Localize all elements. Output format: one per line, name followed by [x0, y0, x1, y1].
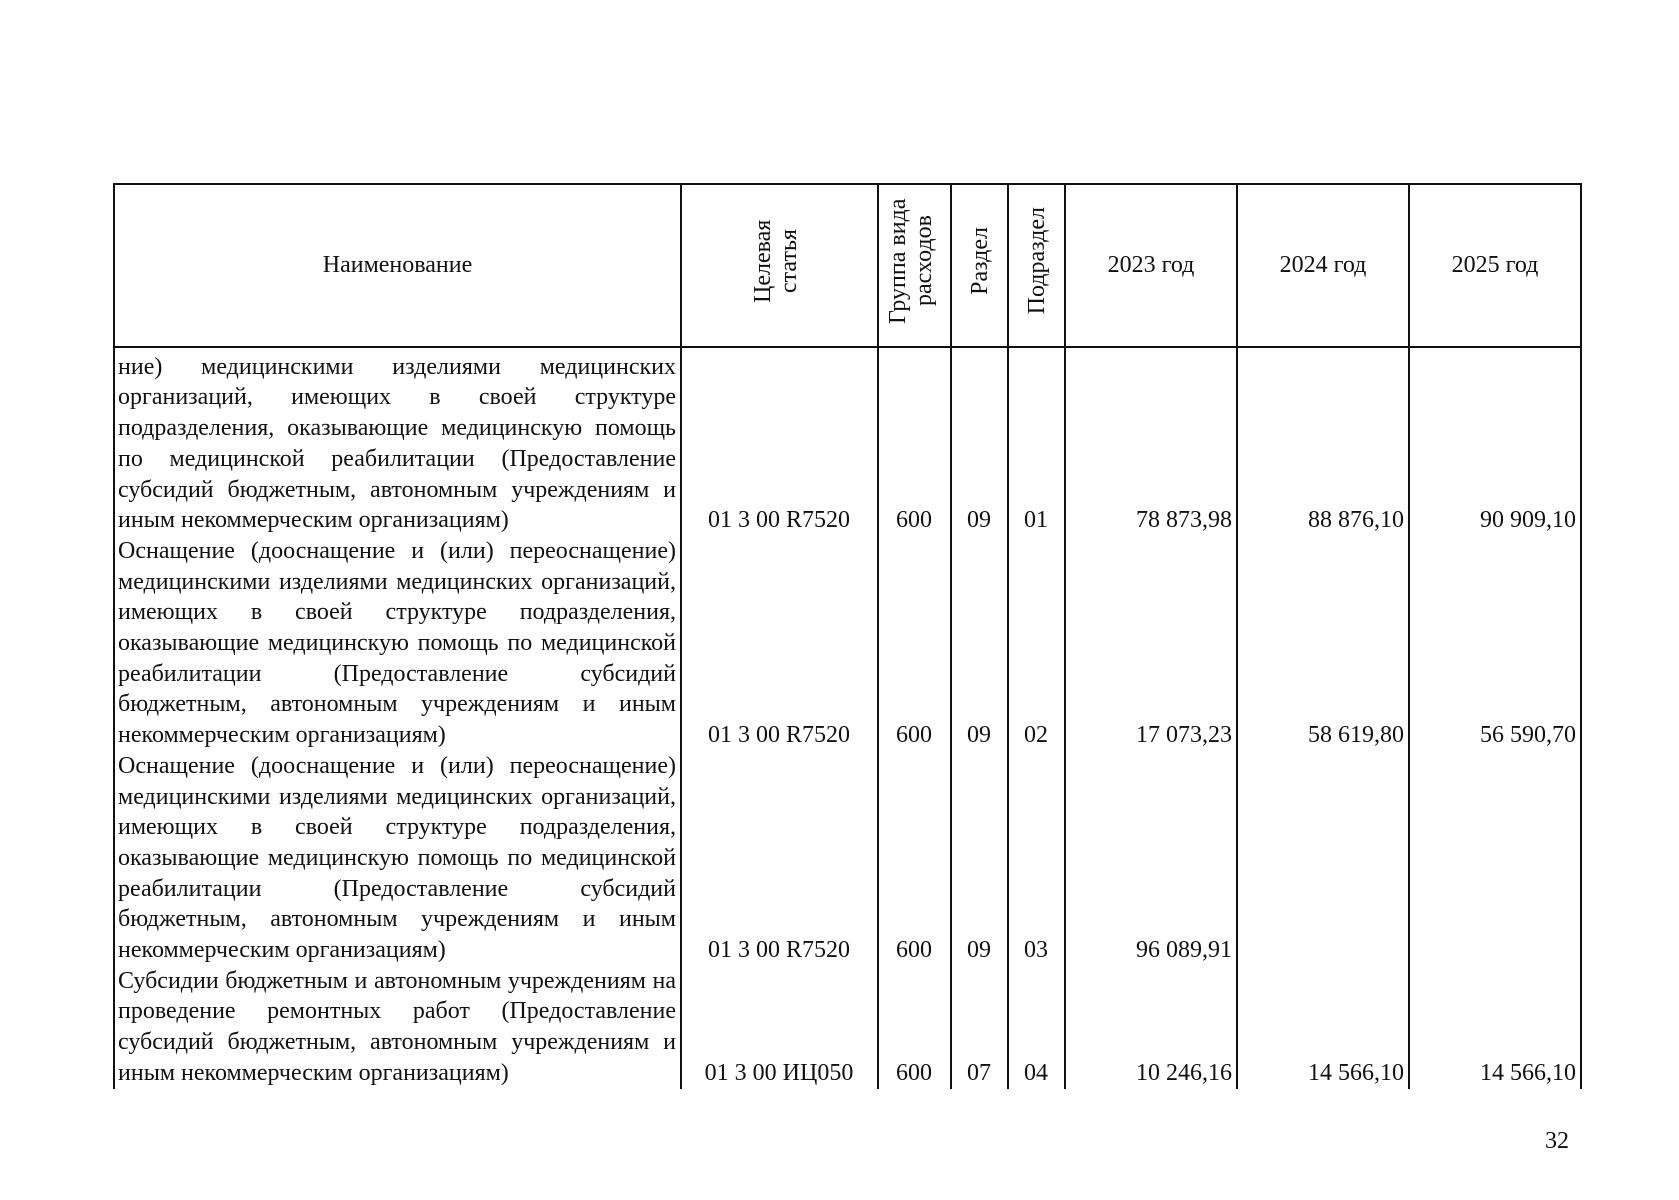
- row-subsection: 02: [1008, 536, 1065, 751]
- row-value-2023: 17 073,23: [1065, 536, 1237, 751]
- header-target-article: Целевая статья: [681, 184, 878, 347]
- row-value-2025: 90 909,10: [1409, 347, 1581, 536]
- row-name: Оснащение (дооснащение и (или) переоснащение) медицинскими изделиями медицинских организаций, имеющих в своей структуре подразделения, оказывающие медицинскую помощь по медицинской реабилитации (Предоставление субсидий бюджетным, автономным учреждениям и иным некоммерческим организациям): [114, 536, 681, 751]
- header-year-2025: 2025 год: [1409, 184, 1581, 347]
- row-target-article: 01 3 00 R7520: [681, 536, 878, 751]
- row-subsection: 04: [1008, 966, 1065, 1089]
- row-name: Оснащение (дооснащение и (или) переоснащение) медицинскими изделиями медицинских организаций, имеющих в своей структуре подразделения, оказывающие медицинскую помощь по медицинской реабилитации (Предоставление субсидий бюджетным, автономным учреждениям и иным некоммерческим организациям): [114, 751, 681, 966]
- table-row: [114, 966, 1581, 1089]
- page-number: 32: [1545, 1128, 1569, 1154]
- row-value-2024: [1237, 751, 1409, 966]
- row-value-2025: 14 566,10: [1409, 966, 1581, 1089]
- header-expense-group: Группа вида расходов: [878, 184, 951, 347]
- row-target-article: 01 3 00 R7520: [681, 347, 878, 536]
- row-expense-group: 600: [878, 751, 951, 966]
- table-row: [114, 347, 1581, 536]
- row-subsection: 01: [1008, 347, 1065, 536]
- row-value-2025: [1409, 751, 1581, 966]
- row-value-2024: 88 876,10: [1237, 347, 1409, 536]
- row-value-2023: 96 089,91: [1065, 751, 1237, 966]
- table-header-row: [114, 184, 1581, 347]
- header-year-2023: 2023 год: [1065, 184, 1237, 347]
- row-expense-group: 600: [878, 347, 951, 536]
- row-expense-group: 600: [878, 966, 951, 1089]
- row-subsection: 03: [1008, 751, 1065, 966]
- header-subsection: Подраздел: [1008, 184, 1065, 347]
- row-value-2025: 56 590,70: [1409, 536, 1581, 751]
- row-name: ние) медицинскими изделиями медицинских организаций, имеющих в своей структуре подразделения, оказывающие медицинскую помощь по медицинской реабилитации (Предоставление субсидий бюджетным, автономным учреждениям и иным некоммерческим организациям): [114, 347, 681, 536]
- row-section: 07: [951, 966, 1008, 1089]
- row-name: Субсидии бюджетным и автономным учреждениям на проведение ремонтных работ (Предоставление субсидий бюджетным, автономным учреждениям и иным некоммерческим организациям): [114, 966, 681, 1089]
- header-section: Раздел: [951, 184, 1008, 347]
- row-section: 09: [951, 751, 1008, 966]
- table-row: [114, 751, 1581, 966]
- row-value-2024: 58 619,80: [1237, 536, 1409, 751]
- table-row: [114, 536, 1581, 751]
- row-section: 09: [951, 536, 1008, 751]
- row-value-2023: 10 246,16: [1065, 966, 1237, 1089]
- budget-table: [113, 183, 1582, 1089]
- row-expense-group: 600: [878, 536, 951, 751]
- row-value-2024: 14 566,10: [1237, 966, 1409, 1089]
- row-section: 09: [951, 347, 1008, 536]
- header-year-2024: 2024 год: [1237, 184, 1409, 347]
- row-target-article: 01 3 00 R7520: [681, 751, 878, 966]
- header-name: Наименование: [114, 184, 681, 347]
- row-target-article: 01 3 00 ИЦ050: [681, 966, 878, 1089]
- row-value-2023: 78 873,98: [1065, 347, 1237, 536]
